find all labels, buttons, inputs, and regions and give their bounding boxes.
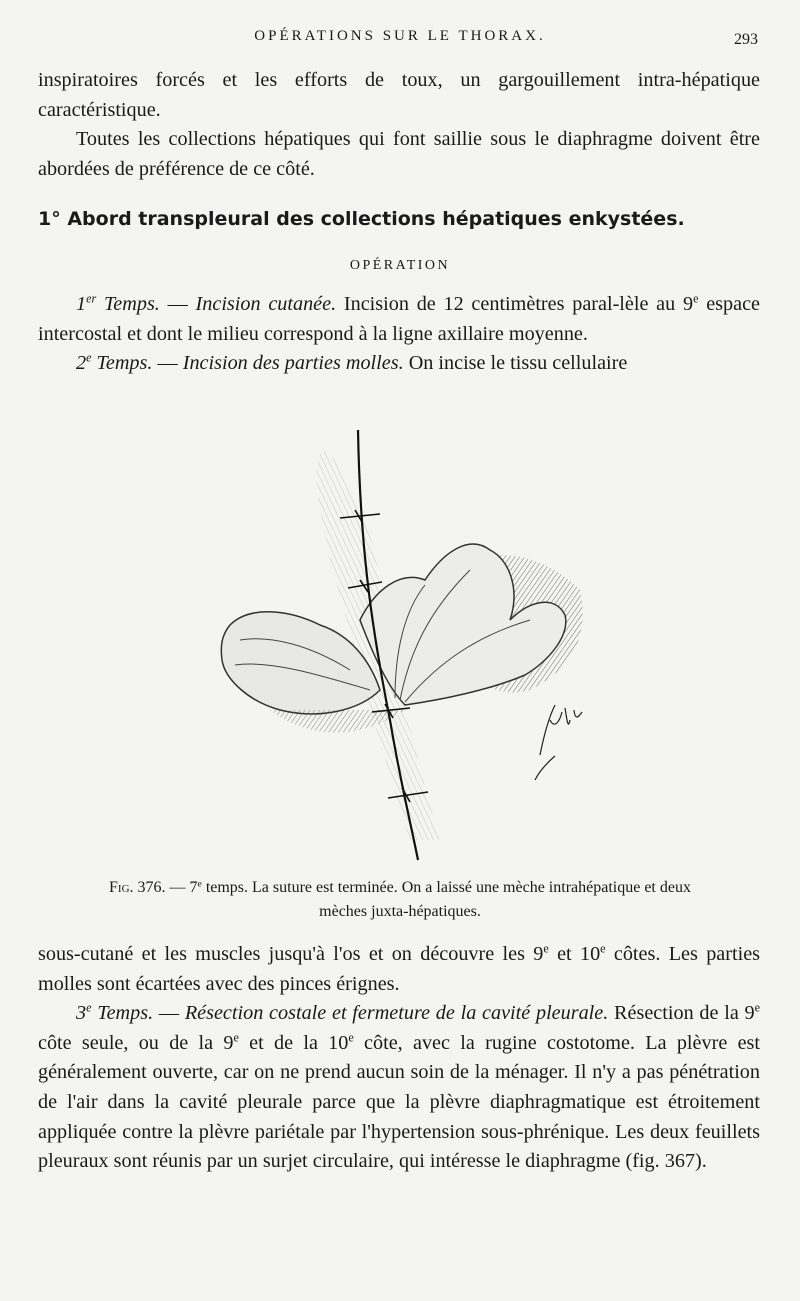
step-2-label: 2e Temps. xyxy=(76,350,153,375)
figure-label: Fig. 376. xyxy=(109,879,166,896)
continuation-paragraph: sous-cutané et les muscles jusqu'à l'os et on découvre les 9e et 10e côtes. Les parties molles sont écartées avec des pinces érignes. xyxy=(38,941,761,995)
artist-signature xyxy=(535,705,582,780)
figure-caption: Fig. 376. — 7e temps. La suture est terminée. On a laissé une mèche intrahépatique et deux mèches juxta-hépatiques. xyxy=(109,878,691,920)
step-2-paragraph: 2e Temps. — Incision des parties molles. On incise le tissu cellulaire xyxy=(76,350,628,375)
paragraph-hepatic-collections: Toutes les collections hépatiques qui font saillie sous le diaphragme doivent être abordées de préférence de ce côté. xyxy=(38,128,760,180)
section-heading: 1° Abord transpleural des collections hépatiques enkystées. xyxy=(38,208,685,230)
bottom-text-block xyxy=(38,940,760,1177)
step-1-label: 1er Temps. xyxy=(76,291,160,315)
section-subheading: OPÉRATION xyxy=(349,258,451,273)
surgical-illustration xyxy=(210,420,600,870)
step-3-title: Résection costale et fermeture de la cavité pleurale. xyxy=(184,1002,609,1025)
steps-text-block xyxy=(38,290,760,379)
running-title: OPÉRATIONS SUR LE THORAX. xyxy=(254,28,546,44)
paragraph-continued: inspiratoires forcés et les efforts de toux, un gargouillement intra-hépatique caractéristique. xyxy=(38,69,760,121)
step-2-title: Incision des parties molles. xyxy=(182,352,404,375)
top-text-block xyxy=(38,66,760,184)
step-1-title: Incision cutanée. xyxy=(195,293,337,315)
step-1-paragraph: 1er Temps. — Incision cutanée. Incision de 12 centimètres paral-lèle au 9e espace intercostal et dont le milieu correspond à la ligne axillaire moyenne. xyxy=(38,291,760,345)
step-3-label: 3e Temps. xyxy=(76,1000,154,1025)
page-number: 293 xyxy=(734,31,758,48)
step-3-paragraph: 3e Temps. — Résection costale et fermeture de la cavité pleurale. Résection de la 9e côte seule, ou de la 9e et de la 10e côte, avec la rugine costotome. La plèvre est généralement ouverte, car on ne prend aucun soin de la ménager. Il n'y a pas pénétration de l'air dans la cavité pleurale parce que la plèvre diaphragmatique est étroitement appliquée contre la plèvre pariétale par l'hypertension sous-phrénique. Les deux feuillets pleuraux sont réunis par un surjet circulaire, qui intéresse le diaphragme (fig. 367). xyxy=(38,1000,761,1173)
